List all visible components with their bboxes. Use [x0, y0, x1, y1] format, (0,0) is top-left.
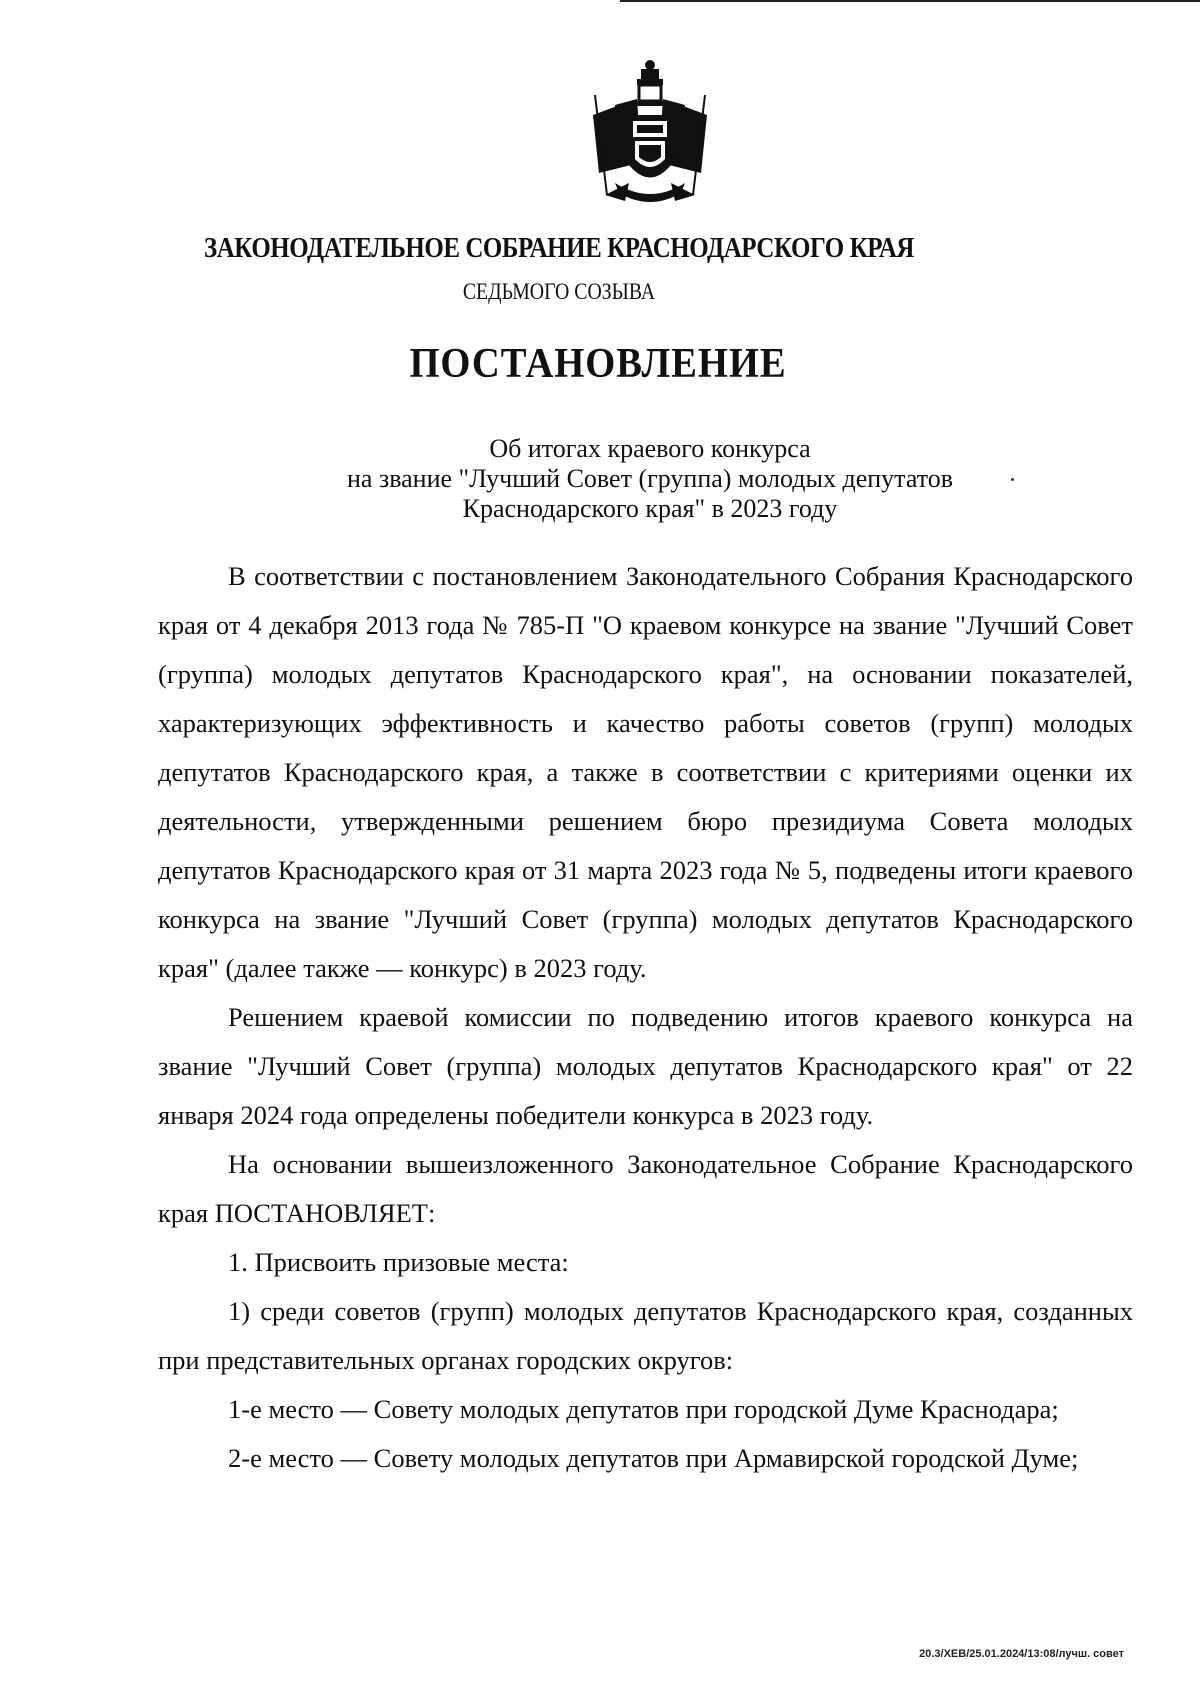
organization-title: ЗАКОНОДАТЕЛЬНОЕ СОБРАНИЕ КРАСНОДАРСКОГО КРАЯ [203, 232, 915, 264]
subject-line: Краснодарского края" в 2023 году [462, 494, 838, 523]
document-footer-code: 20.3/ХЕВ/25.01.2024/13:08/лучш. совет [919, 1648, 1124, 1660]
body-paragraph: 2-е место — Совету молодых депутатов при Армавирской городской Думе; [228, 1443, 1079, 1473]
subject-line: на звание "Лучший Совет (группа) молодых депутатов [346, 464, 954, 493]
scan-speck [1011, 478, 1014, 481]
scan-edge-line [620, 0, 1200, 2]
body-paragraph: В соответствии с постановлением Законодательного Собрания Краснодарского края от 4 декабря 2013 года № 785-П "О краевом конкурсе на звание "Лучший Совет (группа) молодых депутатов Краснодарского края", на основании показателей, характеризующих эффективность и качество работы советов (групп) молодых депутатов Краснодарского края, а также в соответствии с критериями оценки их деятельности, утвержденными решением бюро президиума Совета молодых депутатов Краснодарского края от 31 марта 2023 года № 5, подведены итоги краевого конкурса на звание "Лучший Совет (группа) молодых депутатов Краснодарского края" (далее также — конкурс) в 2023 году. [158, 561, 1133, 983]
body-paragraph: 1-е место — Совету молодых депутатов при городской Думе Краснодара; [228, 1394, 1059, 1424]
body-paragraph: На основании вышеизложенного Законодательное Собрание Краснодарского края ПОСТАНОВЛЯЕТ: [158, 1149, 1133, 1228]
body-paragraph: Решением краевой комиссии по подведению итогов краевого конкурса на звание "Лучший Совет (группа) молодых депутатов Краснодарского края" от 22 января 2024 года определены победители конкурса в 2023 году. [158, 1002, 1133, 1130]
krasnodar-coat-of-arms-icon [585, 55, 715, 205]
subject-line: Об итогах краевого конкурса [489, 434, 811, 463]
body-paragraph: 1) среди советов (групп) молодых депутатов Краснодарского края, созданных при представительных органах городских округов: [158, 1296, 1133, 1375]
convocation-subtitle: СЕДЬМОГО СОЗЫВА [462, 279, 656, 304]
document-body [158, 552, 1133, 1483]
body-paragraph: 1. Присвоить призовые места: [228, 1247, 569, 1277]
document-subject [0, 434, 1200, 524]
document-type-title: ПОСТАНОВЛЕНИЕ [409, 341, 787, 387]
